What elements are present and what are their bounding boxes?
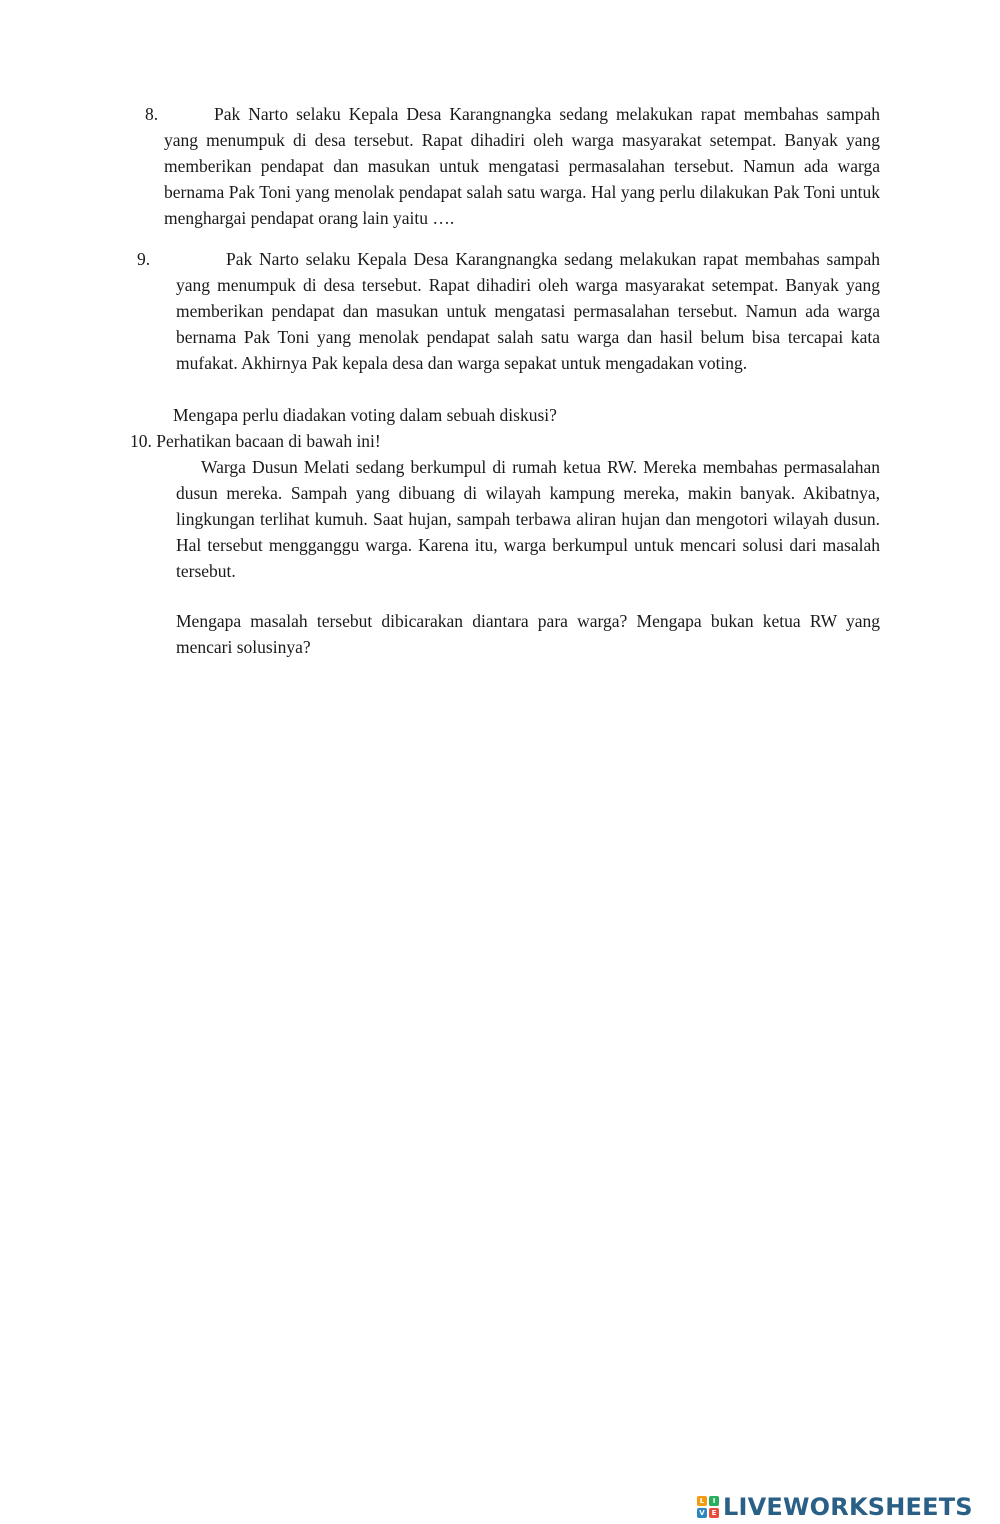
liveworksheets-logo	[697, 1492, 973, 1522]
question-number: 8.	[145, 104, 159, 124]
question-text: Pak Narto selaku Kepala Desa Karangnangka sedang melakukan rapat membahas sampah yang menumpuk di desa tersebut. Rapat dihadiri oleh warga masyarakat setempat. Banyak yang memberikan pendapat dan masukan untuk mengatasi permasalahan tersebut. Namun ada warga bernama Pak Toni yang menolak pendapat salah satu warga dan hasil belum bisa tercapai kata mufakat. Akhirnya Pak kepala desa dan warga sepakat untuk mengadakan voting.	[176, 249, 880, 373]
logo-tile: L	[697, 1496, 707, 1506]
question-prompt: Mengapa masalah tersebut dibicarakan diantara para warga? Mengapa bukan ketua RW yang mencari solusinya?	[176, 611, 880, 657]
question-number: 9.	[137, 249, 151, 269]
question-prompt: Mengapa perlu diadakan voting dalam sebuah diskusi?	[173, 405, 557, 425]
logo-tile: I	[709, 1496, 719, 1506]
logo-tile: E	[709, 1508, 719, 1518]
question-text: Pak Narto selaku Kepala Desa Karangnangka sedang melakukan rapat membahas sampah yang menumpuk di desa tersebut. Rapat dihadiri oleh warga masyarakat setempat. Banyak yang memberikan pendapat dan masukan untuk mengatasi permasalahan tersebut. Namun ada warga bernama Pak Toni yang menolak pendapat salah satu warga. Hal yang perlu dilakukan Pak Toni untuk menghargai pendapat orang lain yaitu ….	[164, 104, 880, 228]
logo-text: LIVEWORKSHEETS	[723, 1493, 973, 1521]
logo-grid-icon	[697, 1496, 719, 1518]
question-heading: 10. Perhatikan bacaan di bawah ini!	[130, 431, 381, 451]
logo-tile: V	[697, 1508, 707, 1518]
reading-passage: Warga Dusun Melati sedang berkumpul di rumah ketua RW. Mereka membahas permasalahan dusun mereka. Sampah yang dibuang di wilayah kampung mereka, makin banyak. Akibatnya, lingkungan terlihat kumuh. Saat hujan, sampah terbawa aliran hujan dan mengotori wilayah dusun. Hal tersebut mengganggu warga. Karena itu, warga berkumpul untuk mencari solusi dari masalah tersebut.	[176, 457, 880, 581]
